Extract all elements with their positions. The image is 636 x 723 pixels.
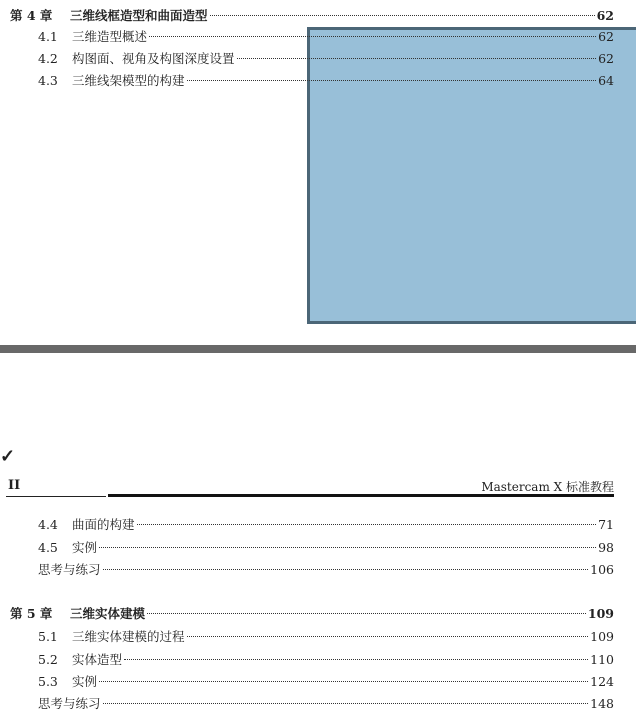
toc-entry[interactable]	[38, 539, 614, 557]
toc-entry[interactable]	[38, 516, 614, 534]
page-number: II	[8, 478, 21, 493]
dot-leader	[187, 80, 597, 81]
entry-number: 4.5	[38, 540, 58, 555]
entry-number: 第 5 章	[10, 606, 53, 621]
entry-title: 思考与练习	[38, 696, 101, 711]
entry-title: 构图面、视角及构图深度设置	[72, 51, 235, 66]
dot-leader	[103, 703, 589, 704]
entry-page: 109	[587, 606, 614, 621]
toc-entry-chapter-5[interactable]	[10, 605, 614, 623]
toc-entry[interactable]	[38, 561, 614, 579]
toc-entry[interactable]	[38, 28, 614, 46]
entry-title: 实体造型	[72, 652, 123, 667]
entry-title: 思考与练习	[38, 562, 101, 577]
entry-title: 实例	[72, 674, 98, 689]
entry-page: 148	[590, 696, 614, 711]
header-rule-thin	[6, 496, 106, 497]
entry-page: 64	[598, 73, 614, 88]
entry-number: 4.2	[38, 51, 58, 66]
entry-number: 5.2	[38, 652, 58, 667]
entry-page: 62	[598, 29, 614, 44]
entry-number: 4.3	[38, 73, 58, 88]
dot-leader	[99, 547, 596, 548]
toc-entry[interactable]	[38, 673, 614, 691]
entry-title: 三维线架模型的构建	[72, 73, 185, 88]
dot-leader	[147, 613, 586, 614]
entry-number: 4.1	[38, 29, 58, 44]
entry-page: 106	[590, 562, 614, 577]
entry-page: 71	[598, 517, 614, 532]
dot-leader	[187, 636, 589, 637]
entry-page: 62	[596, 8, 614, 23]
toc-entry[interactable]	[38, 628, 614, 646]
entry-title: 三维造型概述	[72, 29, 148, 44]
check-mark-icon: ✓	[0, 446, 16, 467]
entry-number: 第 4 章	[10, 8, 53, 23]
entry-page: 98	[598, 540, 614, 555]
toc-entry[interactable]	[38, 72, 614, 90]
entry-page: 62	[598, 51, 614, 66]
dot-leader	[124, 659, 588, 660]
entry-title: 实例	[72, 540, 98, 555]
entry-number: 5.1	[38, 629, 58, 644]
entry-title: 三维实体建模的过程	[72, 629, 185, 644]
toc-entry[interactable]	[38, 695, 614, 713]
dot-leader	[99, 681, 588, 682]
header-rule-thick	[108, 494, 614, 497]
running-head: Mastercam X 标准教程	[481, 480, 614, 494]
dot-leader	[103, 569, 589, 570]
entry-page: 110	[590, 652, 614, 667]
dot-leader	[149, 36, 596, 37]
entry-title: 三维线框造型和曲面造型	[70, 8, 208, 23]
toc-entry-chapter-4[interactable]	[10, 7, 614, 25]
entry-number: 4.4	[38, 517, 58, 532]
toc-entry[interactable]	[38, 651, 614, 669]
page-separator	[0, 345, 636, 353]
entry-page: 109	[590, 629, 614, 644]
entry-number: 5.3	[38, 674, 58, 689]
dot-leader	[137, 524, 597, 525]
entry-title: 曲面的构建	[72, 517, 135, 532]
entry-page: 124	[590, 674, 614, 689]
dot-leader	[237, 58, 597, 59]
dot-leader	[210, 15, 595, 16]
toc-entry[interactable]	[38, 50, 614, 68]
entry-title: 三维实体建模	[70, 606, 146, 621]
